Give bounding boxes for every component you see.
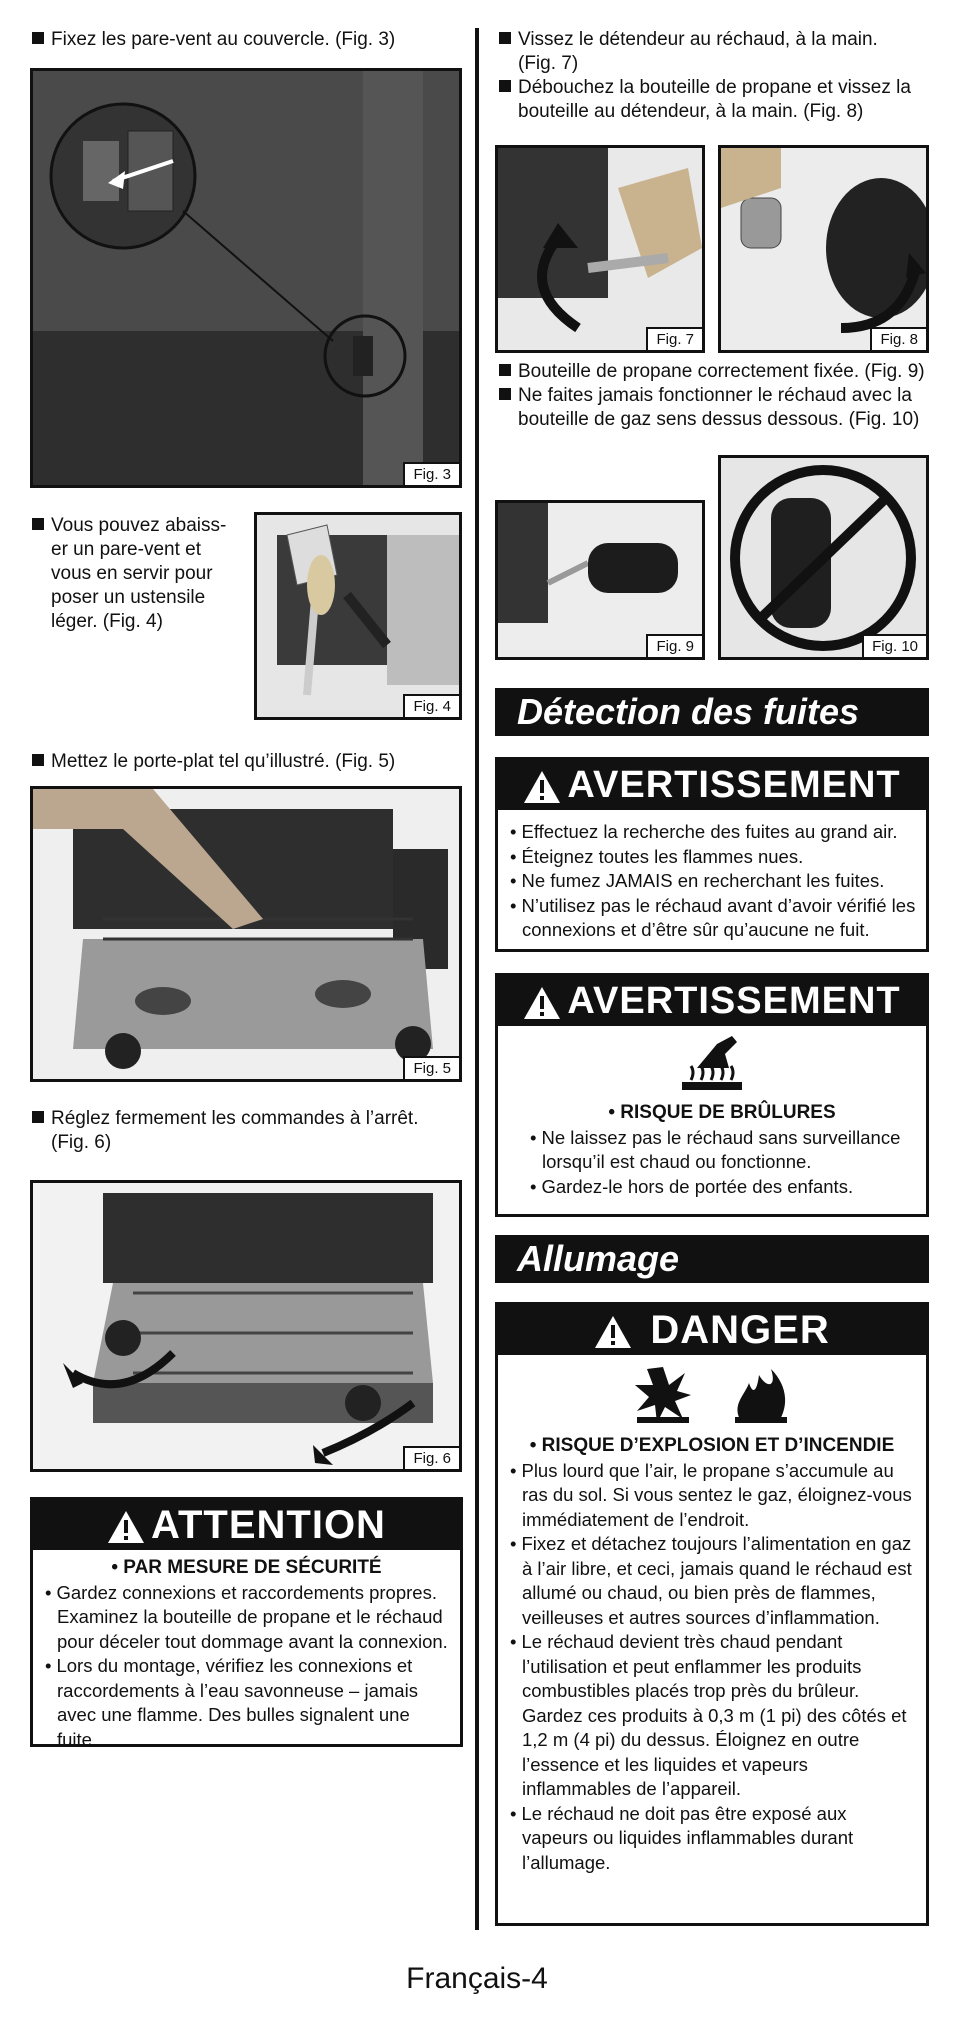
list-item: • N’utilisez pas le réchaud avant d’avoir vérifié les connexions et d’être sûr qu’aucune ne fuit. xyxy=(508,894,916,943)
fig7-label: Fig. 7 xyxy=(646,327,702,350)
warning1-list xyxy=(508,820,916,943)
figure-9 xyxy=(495,500,705,660)
column-divider xyxy=(475,28,479,1930)
list-item: • Le réchaud devient très chaud pendant l’utilisation et peut enflammer les produits combustibles placés trop près du brûleur. Gardez ces produits à 0,3 m (1 pi) des côtés et 1,2 m (4 pi) du dessus. Éloignez en outre l’essence et les liquides et vapeurs inflammables de l’appareil. xyxy=(508,1630,916,1802)
warning-box-burns xyxy=(495,973,929,1217)
danger-title: DANGER xyxy=(650,1308,830,1352)
warning1-header xyxy=(498,760,926,810)
danger-box xyxy=(495,1302,929,1926)
explosion-icon xyxy=(633,1365,693,1425)
bottle-upside-down-prohibited-illustration xyxy=(721,458,926,657)
attention-title: ATTENTION xyxy=(151,1503,386,1547)
step-bottle-secured: Bouteille de propane correctement fixée. (Fig. 9) Ne faites jamais fonctionner le réchaud avec la bouteille de gaz sens dessus dessous. (Fig. 10) xyxy=(499,360,929,432)
attention-header xyxy=(33,1500,460,1550)
square-bullet-icon xyxy=(499,80,511,92)
utensil-illustration xyxy=(257,515,459,717)
list-item: • Éteignez toutes les flammes nues. xyxy=(508,845,916,870)
danger-header xyxy=(498,1305,926,1355)
list-item: • Ne fumez JAMAIS en recherchant les fuites. xyxy=(508,869,916,894)
page-footer: Français-4 xyxy=(406,1962,548,1995)
lighting-heading: Allumage xyxy=(495,1235,929,1283)
figure-4 xyxy=(254,512,462,720)
figure-5 xyxy=(30,786,462,1082)
fig3-label: Fig. 3 xyxy=(403,462,459,485)
attention-box xyxy=(30,1497,463,1750)
stove-grate-illustration xyxy=(33,789,459,1079)
fig6-label: Fig. 6 xyxy=(403,1446,459,1469)
figure-10 xyxy=(718,455,929,660)
fig5-label: Fig. 5 xyxy=(403,1056,459,1079)
attention-subtitle: • PAR MESURE DE SÉCURITÉ xyxy=(111,1557,382,1578)
fig4-label: Fig. 4 xyxy=(403,694,459,717)
leak-detection-heading: Détection des fuites xyxy=(495,688,929,736)
list-item: • Lors du montage, vérifiez les connexions et raccordements à l’eau savonneuse – jamais avec une flamme. Des bulles signalent une fuite. xyxy=(43,1654,450,1752)
square-bullet-icon xyxy=(32,518,44,530)
figure-8 xyxy=(718,145,929,353)
lid-hinge-illustration xyxy=(33,71,459,485)
list-item: • Le réchaud ne doit pas être exposé aux vapeurs ou liquides inflammables durant l’allumage. xyxy=(508,1802,916,1876)
warning2-title: AVERTISSEMENT xyxy=(567,980,901,1022)
list-item: • Fixez et détachez toujours l’alimentation en gaz à l’air libre, et ceci, jamais quand le réchaud est allumé ou chaud, ou bien près de flammes, veilleuses et autres sources d’inflammation. xyxy=(508,1532,916,1630)
fig8-label: Fig. 8 xyxy=(870,327,926,350)
square-bullet-icon xyxy=(32,32,44,44)
list-item: • Gardez-le hors de portée des enfants. xyxy=(528,1175,916,1200)
danger-subtitle: • RISQUE D’EXPLOSION ET D’INCENDIE xyxy=(529,1435,895,1456)
attention-list xyxy=(43,1581,450,1753)
danger-list xyxy=(508,1459,916,1876)
fig9-label: Fig. 9 xyxy=(646,634,702,657)
square-bullet-icon xyxy=(32,754,44,766)
warning2-subtitle: • RISQUE DE BRÛLURES xyxy=(608,1102,836,1123)
list-item: • Effectuez la recherche des fuites au grand air. xyxy=(508,820,916,845)
list-item: • Plus lourd que l’air, le propane s’accumule au ras du sol. Si vous sentez le gaz, éloignez-vous immédiatement de l’endroit. xyxy=(508,1459,916,1533)
warning1-title: AVERTISSEMENT xyxy=(567,764,901,806)
propane-bottle-illustration xyxy=(721,148,926,350)
square-bullet-icon xyxy=(499,388,511,400)
square-bullet-icon xyxy=(499,32,511,44)
control-knobs-illustration xyxy=(33,1183,459,1469)
warning-triangle-icon xyxy=(523,770,561,804)
warning-triangle-icon xyxy=(523,986,561,1020)
fig10-label: Fig. 10 xyxy=(862,634,926,657)
fire-icon xyxy=(731,1365,791,1425)
step-controls-off: Réglez fermement les commandes à l’arrêt. (Fig. 6) xyxy=(32,1107,418,1155)
figure-7 xyxy=(495,145,705,353)
step-windscreen-utensil: Vous pouvez abaiss- er un pare-vent et vous en servir pour poser un ustensile léger. (Fig. 4) xyxy=(32,514,232,634)
step-attach-windscreens: Fixez les pare-vent au couvercle. (Fig. 3) xyxy=(32,28,395,52)
hot-surface-hand-icon xyxy=(677,1034,747,1094)
step-install-grate: Mettez le porte-plat tel qu’illustré. (Fig. 5) xyxy=(32,750,395,774)
square-bullet-icon xyxy=(32,1111,44,1123)
warning2-header xyxy=(498,976,926,1026)
figure-3 xyxy=(30,68,462,488)
warning-box-leak xyxy=(495,757,929,952)
warning2-list xyxy=(528,1126,916,1200)
figure-6 xyxy=(30,1180,462,1472)
step-attach-regulator: Vissez le détendeur au réchaud, à la main. (Fig. 7) Débouchez la bouteille de propane et vissez la bouteille au détendeur, à la main. (Fig. 8) xyxy=(499,28,929,124)
warning-triangle-icon xyxy=(594,1315,632,1349)
regulator-illustration xyxy=(498,148,702,350)
list-item: • Ne laissez pas le réchaud sans surveillance lorsqu’il est chaud ou fonctionne. xyxy=(528,1126,916,1175)
square-bullet-icon xyxy=(499,364,511,376)
list-item: • Gardez connexions et raccordements propres. Examinez la bouteille de propane et le réchaud pour déceler tout dommage avant la connexion. xyxy=(43,1581,450,1655)
warning-triangle-icon xyxy=(107,1510,145,1544)
